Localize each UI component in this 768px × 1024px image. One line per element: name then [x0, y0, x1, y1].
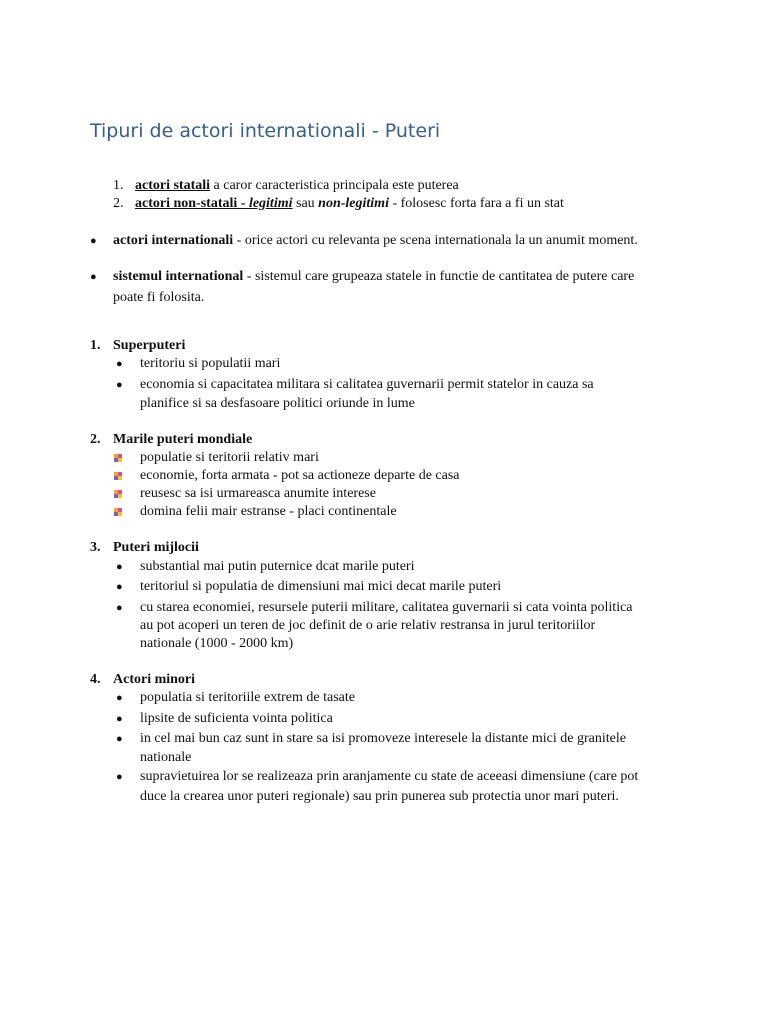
bullet-icon: ●: [116, 713, 123, 725]
colored-bullet-icon: [114, 490, 122, 498]
term-legitimi: legitimi: [248, 196, 293, 211]
section-heading: Actori minori: [113, 672, 196, 687]
section-number: 1.: [90, 338, 101, 353]
description: a caror caracteristica principala este puterea: [210, 178, 459, 193]
term-non-legitimi: non-legitimi: [318, 196, 389, 211]
connector-text: sau: [292, 196, 319, 211]
list-item: populatie si teritorii relativ mari: [140, 450, 319, 465]
section-heading: Superputeri: [113, 338, 186, 353]
list-number: 1.: [113, 178, 124, 193]
bullet-icon: ●: [90, 271, 97, 283]
section-number: 3.: [90, 540, 101, 555]
section-heading: Marile puteri mondiale: [113, 432, 253, 447]
bullet-icon: ●: [116, 358, 123, 370]
list-item: economia si capacitatea militara si calitatea guvernarii permit statelor in cauza sa: [140, 377, 594, 392]
definition-item: [113, 268, 634, 286]
term: [135, 196, 293, 211]
list-item: economie, forta armata - pot sa actioneze departe de casa: [140, 468, 460, 483]
list-item-continuation: nationale: [140, 750, 192, 765]
list-item-continuation: duce la crearea unor puteri regionale) sau prin punerea sub protectia unor mari puteri.: [140, 789, 619, 804]
list-item: teritoriul si populatia de dimensiuni mai mici decat marile puteri: [140, 579, 502, 594]
list-item: reusesc sa isi urmareasca anumite interese: [140, 486, 376, 501]
list-item: populatia si teritoriile extrem de tasate: [140, 690, 355, 705]
bullet-icon: ●: [116, 379, 123, 391]
bullet-icon: ●: [116, 581, 123, 593]
bullet-icon: ●: [116, 733, 123, 745]
colored-bullet-icon: [114, 472, 122, 480]
list-item: teritoriu si populatii mari: [140, 356, 281, 371]
description: - sistemul care grupeaza statele in functie de cantitatea de putere care: [243, 269, 635, 284]
definition-continuation: poate fi folosita.: [113, 290, 205, 305]
document-title: Tipuri de actori internationali - Puteri: [90, 120, 441, 142]
definition-item: [113, 232, 638, 250]
list-item: cu starea economiei, resursele puterii militare, calitatea guvernarii si cata vointa politica: [140, 600, 633, 615]
list-item: domina felii mair estranse - placi continentale: [140, 504, 397, 519]
list-item: [135, 177, 459, 195]
list-item: supravietuirea lor se realizeaza prin aranjamente cu state de aceeasi dimensiune (care pot: [140, 769, 639, 784]
section-number: 4.: [90, 672, 101, 687]
term: sistemul international: [113, 269, 244, 284]
list-item: lipsite de suficienta vointa politica: [140, 711, 333, 726]
description: - folosesc forta fara a fi un stat: [388, 196, 564, 211]
term: actori internationali: [113, 233, 234, 248]
colored-bullet-icon: [114, 454, 122, 462]
list-item-continuation: planifice si sa desfasoare politici oriunde in lume: [140, 396, 415, 411]
list-number: 2.: [113, 196, 124, 211]
colored-bullet-icon: [114, 508, 122, 516]
section-number: 2.: [90, 432, 101, 447]
section-heading: Puteri mijlocii: [113, 540, 199, 555]
list-item-continuation: au pot acoperi un teren de joc definit de o arie relativ restransa in jurul teritoriilor: [140, 618, 596, 633]
bullet-icon: ●: [116, 692, 123, 704]
list-item: [135, 195, 564, 213]
bullet-icon: ●: [116, 561, 123, 573]
list-item-continuation: nationale (1000 - 2000 km): [140, 636, 294, 651]
term-part: actori non-statali -: [135, 196, 249, 211]
bullet-icon: ●: [90, 235, 97, 247]
term: actori statali: [135, 178, 211, 193]
bullet-icon: ●: [116, 771, 123, 783]
list-item: in cel mai bun caz sunt in stare sa isi promoveze interesele la distante mici de granitele: [140, 731, 626, 746]
list-item: substantial mai putin puternice dcat marile puteri: [140, 559, 415, 574]
bullet-icon: ●: [116, 602, 123, 614]
description: - orice actori cu relevanta pe scena internationala la un anumit moment.: [233, 233, 638, 248]
